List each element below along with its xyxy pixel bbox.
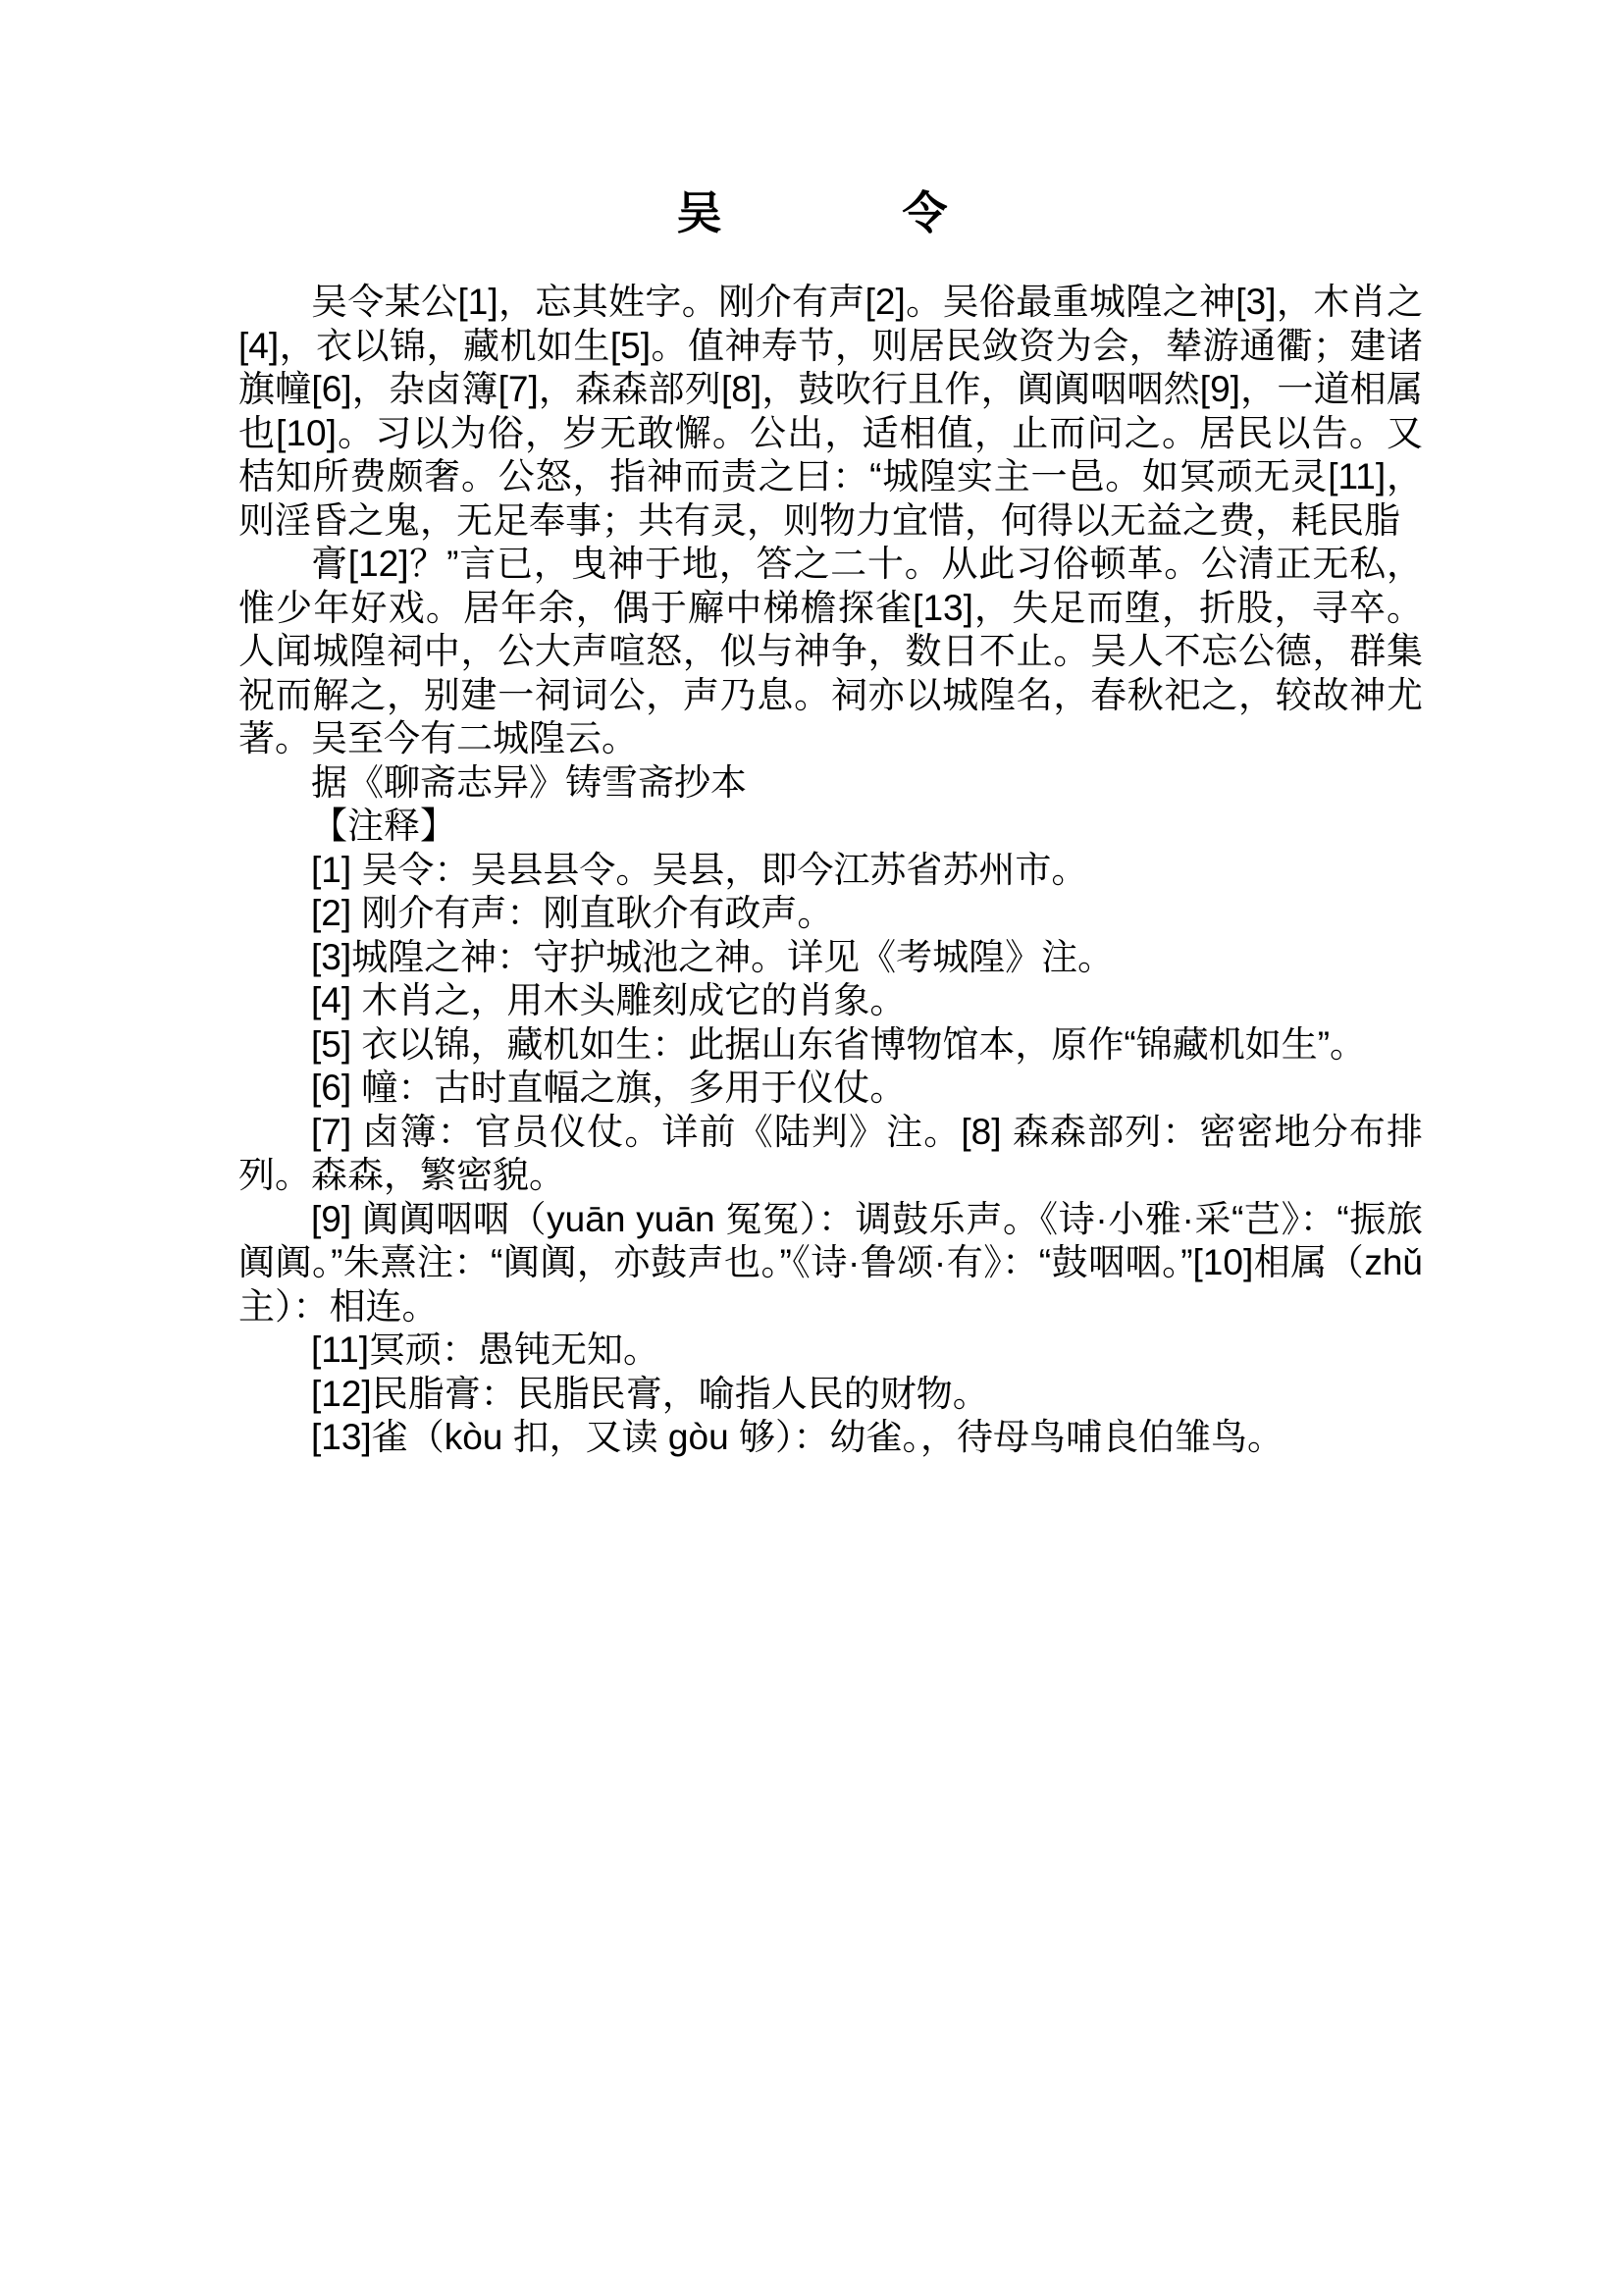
note-5: [5] 衣以锦，藏机如生：此据山东省博物馆本，原作“锦藏机如生”。 <box>311 1023 1367 1065</box>
note-11: [11]冥顽：愚钝无知。 <box>311 1329 659 1370</box>
document-title: 吴 令 <box>676 187 948 238</box>
note-2: [2] 刚介有声：刚直耿介有政声。 <box>311 893 834 933</box>
story-paragraph-1: 吴令某公[1]，忘其姓字。刚介有声[2]。吴俗最重城隍之神[3]，木肖之[4]，衣以锦，藏机如生[5]。值神寿节，则居民敛资为会，辇游通衢；建诸旗幢[6]，杂卤簿[7]，森森部列[8]，鼓吹行且作，阗阗咽咽然[9]，一道相属也[10]。习以为俗，岁无敢懈。公出，适相值，止而问之。居民以告。又桔知所费颇奢。公怒，指神而责之曰：“城隍实主一邑。如冥顽无灵[11]，则淫昏之鬼，无足奉事；共有灵，则物力宜惜，何得以无益之费，耗民脂 <box>238 282 1423 541</box>
note-12: [12]民脂膏：民脂民膏，喻指人民的财物。 <box>311 1373 989 1414</box>
story-paragraph-2: 膏[12]？”言已，曳神于地，答之二十。从此习俗顿革。公清正无私，惟少年好戏。居年余，偶于廨中梯檐探雀[13]，失足而堕，折股，寻卒。人闻城隍祠中，公大声喧怒，似与神争，数日不止。吴人不忘公德，群集祝而解之，别建一祠词公，声乃息。祠亦以城隍名，春秋祀之，较故神尤著。吴至今有二城隍云。 <box>238 544 1423 758</box>
note-9-10: [9] 阗阗咽咽（yuān yuān 冤冤）：调鼓乐声。《诗·小雅·采“芑》：“振旅阗阗。”朱熹注：“阗阗，亦鼓声也。”《诗·鲁颂·有》：“鼓咽咽。”[10]相属（zhǔ主）：相连。 <box>238 1198 1423 1327</box>
note-1: [1] 吴令：吴县县令。吴县，即今江苏省苏州市。 <box>311 849 1088 890</box>
document-body <box>238 281 1423 1460</box>
notes-heading: 【注释】 <box>311 806 456 846</box>
note-6: [6] 幢：古时直幅之旗，多用于仪仗。 <box>311 1068 907 1108</box>
note-3: [3]城隍之神：守护城池之神。详见《考城隍》注。 <box>311 936 1115 977</box>
source-attribution: 据《聊斋志异》铸雪斋抄本 <box>311 761 747 803</box>
note-7-8: [7] 卤簿：官员仪仗。详前《陆判》注。[8] 森森部列：密密地分布排列。森森，繁密貌。 <box>238 1111 1423 1195</box>
note-4: [4] 木肖之，用木头雕刻成它的肖象。 <box>311 980 907 1020</box>
note-13: [13]雀（kòu 扣，又读 gòu 够）：幼雀。，待母鸟哺良伯雏鸟。 <box>311 1417 1283 1457</box>
